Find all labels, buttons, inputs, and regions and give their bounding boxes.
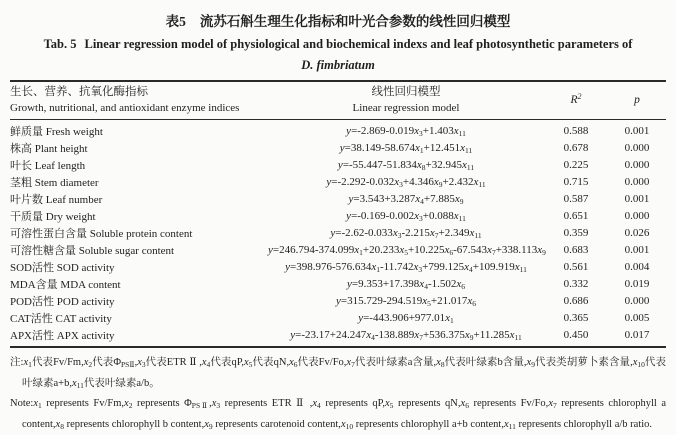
regression-equation: $y=-2.292-0.032x_3+4.346x_9+2.432x_{11}$ (326, 175, 486, 189)
row-label: 叶片数 Leaf number (10, 193, 103, 206)
r2-value: 0.359 (563, 226, 589, 239)
p-value: 0.000 (624, 175, 650, 188)
p-value: 0.000 (624, 294, 650, 307)
table-row (10, 275, 666, 292)
r2-value: 0.561 (563, 260, 589, 273)
regression-equation: $y=3.543+3.287x_4+7.885x_9$ (348, 192, 464, 206)
p-value: 0.000 (624, 209, 650, 222)
table-row (10, 139, 666, 156)
table-title-en-text: Linear regression model of physiological and biochemical indexs and leaf photosynthetic parameters of (84, 37, 633, 51)
indices-header-zh: 生长、营养、抗氧化酶指标 (10, 86, 148, 98)
row-label: 叶长 Leaf length (10, 159, 86, 172)
table-row (10, 326, 666, 343)
table-row (10, 122, 666, 139)
regression-equation: $y=38.149-58.674x_1+12.451x_{11}$ (339, 141, 473, 155)
r2-value: 0.678 (563, 141, 589, 154)
column-header-p: p (634, 94, 640, 107)
model-header-en: Linear regression model (352, 101, 460, 114)
p-value: 0.026 (624, 226, 650, 239)
table-row (10, 241, 666, 258)
r2-value: 0.715 (563, 175, 589, 188)
table-number-en: Tab. 5 (43, 37, 77, 51)
p-value: 0.001 (624, 192, 650, 205)
table-title-zh (10, 10, 666, 30)
r2-value: 0.225 (563, 158, 589, 171)
row-label: 鲜质量 Fresh weight (10, 125, 103, 138)
table-title-en (10, 37, 666, 52)
row-label: SOD活性 SOD activity (10, 261, 115, 274)
row-label: MDA含量 MDA content (10, 278, 121, 291)
table-title-zh-text: 流苏石斛生理生化指标和叶光合参数的线性回归模型 (199, 14, 511, 29)
p-value: 0.017 (624, 328, 650, 341)
model-header-zh: 线性回归模型 (371, 86, 441, 98)
row-label: 可溶性蛋白含量 Soluble protein content (10, 227, 193, 240)
table-row (10, 190, 666, 207)
row-label: 可溶性糖含量 Soluble sugar content (10, 244, 175, 257)
r2-value: 0.588 (563, 124, 589, 137)
footnote-zh: 注$:x_1$代表$Fv/Fm,x_2$代表$\Phi_{PSⅡ},x_3$代表ETR Ⅱ $,x_4$代表$qP,x_5$代表$qN,x_6$代表$Fv/Fo,x_7$代表叶绿素a含量$,x_8$代表叶绿素b含量$,x_9$代表类胡萝卜素含量$,x_{10}$代表叶绿素$a+b,x_{11}$代表叶绿素a/b。 (10, 357, 666, 390)
table-row (10, 207, 666, 224)
indices-header-en: Growth, nutritional, and antioxidant enzyme indices (10, 101, 240, 114)
p-value: 0.001 (624, 124, 650, 137)
regression-equation: $y=9.353+17.398x_4-1.502x_6$ (346, 277, 465, 291)
column-header-model (268, 85, 544, 115)
p-value: 0.004 (624, 260, 650, 273)
regression-equation: $y=246.794-374.099x_1+20.233x_5+10.225x_6-67.543x_7+338.113x_9$ (268, 243, 546, 257)
species-name: D. fimbriatum (301, 58, 375, 72)
regression-equation: $y=-2.62-0.033x_3-2.215x_7+2.349x_{11}$ (330, 226, 482, 240)
regression-equation: $y=-23.17+24.247x_4-138.889x_7+536.375x_9+11.285x_{11}$ (290, 328, 522, 342)
regression-equation: $y=-55.447-51.834x_8+32.945x_{11}$ (337, 158, 475, 172)
row-label: CAT活性 CAT activity (10, 312, 112, 325)
regression-equation: $y=315.729-294.519x_5+21.017x_6$ (335, 294, 476, 308)
r2-value: 0.587 (563, 192, 589, 205)
table-row (10, 224, 666, 241)
row-label: 茎粗 Stem diameter (10, 176, 99, 189)
p-value: 0.000 (624, 158, 650, 171)
row-label: APX活性 APX activity (10, 329, 115, 342)
r2-value: 0.651 (563, 209, 589, 222)
table-row (10, 173, 666, 190)
regression-table (10, 80, 666, 348)
row-label: 株高 Plant height (10, 142, 88, 155)
regression-equation: $y=-2.869-0.019x_3+1.403x_{11}$ (346, 124, 466, 138)
table-number-zh: 表5 (165, 14, 186, 29)
r2-value: 0.365 (563, 311, 589, 324)
table-body (10, 120, 666, 346)
regression-equation: $y=398.976-576.634x_1-11.742x_3+799.125x_4+109.919x_{11}$ (285, 260, 527, 274)
row-label: 干质量 Dry weight (10, 210, 96, 223)
table-header-row (10, 82, 666, 120)
footnote-en: $Note:x_1$ represents $Fv/Fm,x_2$ represents $\Phi_{PSⅡ},x_3$ represents ETR Ⅱ $,x_4$ represents $qP,x_5$ represents $qN,x_6$ represents $Fv/Fo,x_7$ represents chlorophyll a $content,x_8$ represents chlorophyll b $content,x_9$ represents carotenoid $content,x_{10}$ represents chlorophyll a+b $content,x_{11}$ represents chlorophyll a/b ratio. (10, 398, 666, 431)
p-value: 0.019 (624, 277, 650, 290)
r2-value: 0.683 (563, 243, 589, 256)
table-row (10, 258, 666, 275)
table-row (10, 156, 666, 173)
table-row (10, 309, 666, 326)
p-value: 0.000 (624, 141, 650, 154)
r2-value: 0.332 (563, 277, 589, 290)
regression-equation: $y=-0.169-0.002x_3+0.088x_{11}$ (346, 209, 466, 223)
r2-value: 0.450 (563, 328, 589, 341)
p-value: 0.001 (624, 243, 650, 256)
column-header-indices (10, 85, 268, 115)
row-label: POD活性 POD activity (10, 295, 115, 308)
table-row (10, 292, 666, 309)
p-value: 0.005 (624, 311, 650, 324)
regression-equation: $y=-443.906+977.01x_1$ (358, 311, 454, 325)
column-header-r2: $R^2$ (570, 92, 582, 107)
r2-value: 0.686 (563, 294, 589, 307)
